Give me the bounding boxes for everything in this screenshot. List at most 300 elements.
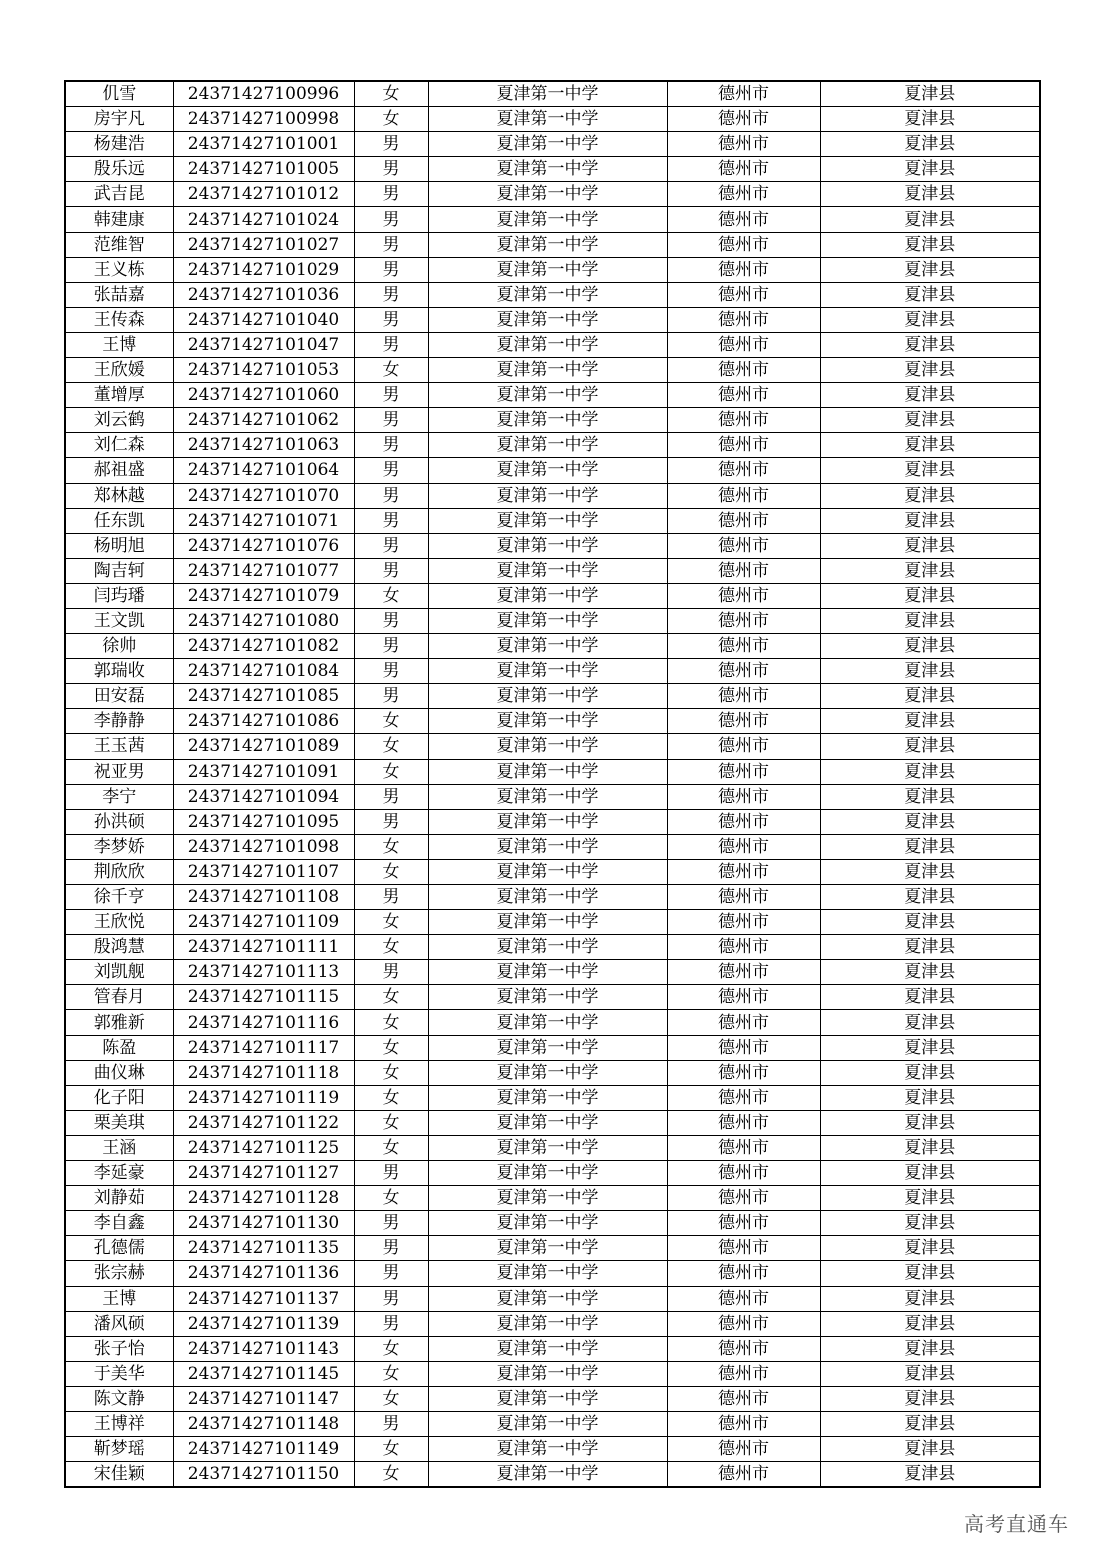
city-cell: 德州市 bbox=[667, 458, 820, 483]
school-cell: 夏津第一中学 bbox=[428, 1286, 667, 1311]
name-cell: 刘凯舰 bbox=[65, 960, 173, 985]
gender-cell: 男 bbox=[354, 608, 428, 633]
name-cell: 韩建康 bbox=[65, 207, 173, 232]
school-cell: 夏津第一中学 bbox=[428, 282, 667, 307]
county-cell: 夏津县 bbox=[820, 207, 1040, 232]
school-cell: 夏津第一中学 bbox=[428, 1035, 667, 1060]
exam-id-cell: 24371427101127 bbox=[173, 1161, 354, 1186]
gender-cell: 女 bbox=[354, 910, 428, 935]
exam-id-cell: 24371427101040 bbox=[173, 307, 354, 332]
exam-id-cell: 24371427101128 bbox=[173, 1186, 354, 1211]
table-row bbox=[65, 759, 1040, 784]
school-cell: 夏津第一中学 bbox=[428, 408, 667, 433]
county-cell: 夏津县 bbox=[820, 558, 1040, 583]
exam-id-cell: 24371427101071 bbox=[173, 508, 354, 533]
city-cell: 德州市 bbox=[667, 859, 820, 884]
exam-id-cell: 24371427101095 bbox=[173, 809, 354, 834]
exam-id-cell: 24371427101149 bbox=[173, 1437, 354, 1462]
county-cell: 夏津县 bbox=[820, 1085, 1040, 1110]
county-cell: 夏津县 bbox=[820, 684, 1040, 709]
exam-id-cell: 24371427101137 bbox=[173, 1286, 354, 1311]
table-row bbox=[65, 1035, 1040, 1060]
city-cell: 德州市 bbox=[667, 533, 820, 558]
gender-cell: 男 bbox=[354, 659, 428, 684]
city-cell: 德州市 bbox=[667, 1437, 820, 1462]
name-cell: 李静静 bbox=[65, 709, 173, 734]
table-row bbox=[65, 734, 1040, 759]
county-cell: 夏津县 bbox=[820, 358, 1040, 383]
gender-cell: 女 bbox=[354, 759, 428, 784]
exam-id-cell: 24371427101091 bbox=[173, 759, 354, 784]
county-cell: 夏津县 bbox=[820, 935, 1040, 960]
county-cell: 夏津县 bbox=[820, 784, 1040, 809]
gender-cell: 女 bbox=[354, 358, 428, 383]
school-cell: 夏津第一中学 bbox=[428, 910, 667, 935]
county-cell: 夏津县 bbox=[820, 759, 1040, 784]
county-cell: 夏津县 bbox=[820, 433, 1040, 458]
city-cell: 德州市 bbox=[667, 1186, 820, 1211]
city-cell: 德州市 bbox=[667, 1110, 820, 1135]
school-cell: 夏津第一中学 bbox=[428, 307, 667, 332]
county-cell: 夏津县 bbox=[820, 634, 1040, 659]
exam-id-cell: 24371427101147 bbox=[173, 1386, 354, 1411]
name-cell: 闫玙璠 bbox=[65, 583, 173, 608]
county-cell: 夏津县 bbox=[820, 408, 1040, 433]
city-cell: 德州市 bbox=[667, 282, 820, 307]
county-cell: 夏津县 bbox=[820, 1135, 1040, 1160]
table-row bbox=[65, 985, 1040, 1010]
name-cell: 刘云鹤 bbox=[65, 408, 173, 433]
gender-cell: 男 bbox=[354, 307, 428, 332]
exam-id-cell: 24371427101116 bbox=[173, 1010, 354, 1035]
gender-cell: 男 bbox=[354, 684, 428, 709]
gender-cell: 男 bbox=[354, 458, 428, 483]
gender-cell: 女 bbox=[354, 985, 428, 1010]
table-row bbox=[65, 282, 1040, 307]
county-cell: 夏津县 bbox=[820, 1462, 1040, 1488]
name-cell: 陈盈 bbox=[65, 1035, 173, 1060]
county-cell: 夏津县 bbox=[820, 583, 1040, 608]
city-cell: 德州市 bbox=[667, 1035, 820, 1060]
county-cell: 夏津县 bbox=[820, 734, 1040, 759]
name-cell: 王欣媛 bbox=[65, 358, 173, 383]
exam-id-cell: 24371427101108 bbox=[173, 885, 354, 910]
table-row bbox=[65, 709, 1040, 734]
city-cell: 德州市 bbox=[667, 508, 820, 533]
gender-cell: 男 bbox=[354, 282, 428, 307]
gender-cell: 女 bbox=[354, 1135, 428, 1160]
school-cell: 夏津第一中学 bbox=[428, 358, 667, 383]
exam-id-cell: 24371427101036 bbox=[173, 282, 354, 307]
school-cell: 夏津第一中学 bbox=[428, 232, 667, 257]
exam-id-cell: 24371427101077 bbox=[173, 558, 354, 583]
gender-cell: 女 bbox=[354, 1336, 428, 1361]
exam-id-cell: 24371427101089 bbox=[173, 734, 354, 759]
school-cell: 夏津第一中学 bbox=[428, 1010, 667, 1035]
city-cell: 德州市 bbox=[667, 885, 820, 910]
gender-cell: 男 bbox=[354, 257, 428, 282]
city-cell: 德州市 bbox=[667, 1361, 820, 1386]
county-cell: 夏津县 bbox=[820, 1361, 1040, 1386]
county-cell: 夏津县 bbox=[820, 1386, 1040, 1411]
exam-id-cell: 24371427101148 bbox=[173, 1411, 354, 1436]
table-row bbox=[65, 107, 1040, 132]
city-cell: 德州市 bbox=[667, 1261, 820, 1286]
gender-cell: 女 bbox=[354, 1186, 428, 1211]
city-cell: 德州市 bbox=[667, 985, 820, 1010]
school-cell: 夏津第一中学 bbox=[428, 81, 667, 107]
table-row bbox=[65, 508, 1040, 533]
name-cell: 李梦娇 bbox=[65, 834, 173, 859]
school-cell: 夏津第一中学 bbox=[428, 960, 667, 985]
gender-cell: 女 bbox=[354, 1110, 428, 1135]
gender-cell: 男 bbox=[354, 182, 428, 207]
exam-id-cell: 24371427101130 bbox=[173, 1211, 354, 1236]
gender-cell: 男 bbox=[354, 885, 428, 910]
exam-id-cell: 24371427101094 bbox=[173, 784, 354, 809]
exam-id-cell: 24371427101111 bbox=[173, 935, 354, 960]
name-cell: 宋佳颖 bbox=[65, 1462, 173, 1488]
school-cell: 夏津第一中学 bbox=[428, 1135, 667, 1160]
county-cell: 夏津县 bbox=[820, 910, 1040, 935]
school-cell: 夏津第一中学 bbox=[428, 935, 667, 960]
county-cell: 夏津县 bbox=[820, 508, 1040, 533]
school-cell: 夏津第一中学 bbox=[428, 383, 667, 408]
city-cell: 德州市 bbox=[667, 659, 820, 684]
city-cell: 德州市 bbox=[667, 81, 820, 107]
county-cell: 夏津县 bbox=[820, 458, 1040, 483]
name-cell: 张宗赫 bbox=[65, 1261, 173, 1286]
table-row bbox=[65, 1085, 1040, 1110]
gender-cell: 男 bbox=[354, 1211, 428, 1236]
name-cell: 孔德儒 bbox=[65, 1236, 173, 1261]
city-cell: 德州市 bbox=[667, 784, 820, 809]
name-cell: 田安磊 bbox=[65, 684, 173, 709]
school-cell: 夏津第一中学 bbox=[428, 1060, 667, 1085]
table-row bbox=[65, 583, 1040, 608]
school-cell: 夏津第一中学 bbox=[428, 257, 667, 282]
gender-cell: 男 bbox=[354, 157, 428, 182]
name-cell: 管春月 bbox=[65, 985, 173, 1010]
exam-id-cell: 24371427101084 bbox=[173, 659, 354, 684]
exam-id-cell: 24371427101122 bbox=[173, 1110, 354, 1135]
gender-cell: 男 bbox=[354, 433, 428, 458]
table-row bbox=[65, 834, 1040, 859]
table-row bbox=[65, 358, 1040, 383]
exam-id-cell: 24371427101136 bbox=[173, 1261, 354, 1286]
name-cell: 刘仁森 bbox=[65, 433, 173, 458]
name-cell: 张喆嘉 bbox=[65, 282, 173, 307]
county-cell: 夏津县 bbox=[820, 307, 1040, 332]
city-cell: 德州市 bbox=[667, 232, 820, 257]
city-cell: 德州市 bbox=[667, 257, 820, 282]
school-cell: 夏津第一中学 bbox=[428, 709, 667, 734]
gender-cell: 女 bbox=[354, 1085, 428, 1110]
name-cell: 郭雅新 bbox=[65, 1010, 173, 1035]
city-cell: 德州市 bbox=[667, 910, 820, 935]
gender-cell: 女 bbox=[354, 734, 428, 759]
gender-cell: 女 bbox=[354, 1361, 428, 1386]
city-cell: 德州市 bbox=[667, 408, 820, 433]
school-cell: 夏津第一中学 bbox=[428, 558, 667, 583]
school-cell: 夏津第一中学 bbox=[428, 1186, 667, 1211]
city-cell: 德州市 bbox=[667, 1236, 820, 1261]
name-cell: 栗美琪 bbox=[65, 1110, 173, 1135]
gender-cell: 女 bbox=[354, 834, 428, 859]
gender-cell: 男 bbox=[354, 132, 428, 157]
name-cell: 杨建浩 bbox=[65, 132, 173, 157]
school-cell: 夏津第一中学 bbox=[428, 207, 667, 232]
school-cell: 夏津第一中学 bbox=[428, 1336, 667, 1361]
exam-id-cell: 24371427101047 bbox=[173, 332, 354, 357]
city-cell: 德州市 bbox=[667, 759, 820, 784]
exam-id-cell: 24371427101085 bbox=[173, 684, 354, 709]
school-cell: 夏津第一中学 bbox=[428, 634, 667, 659]
table-row bbox=[65, 182, 1040, 207]
name-cell: 王玉茜 bbox=[65, 734, 173, 759]
exam-id-cell: 24371427101086 bbox=[173, 709, 354, 734]
table-row bbox=[65, 1261, 1040, 1286]
school-cell: 夏津第一中学 bbox=[428, 1437, 667, 1462]
gender-cell: 男 bbox=[354, 508, 428, 533]
exam-id-cell: 24371427101107 bbox=[173, 859, 354, 884]
name-cell: 化子阳 bbox=[65, 1085, 173, 1110]
county-cell: 夏津县 bbox=[820, 1211, 1040, 1236]
county-cell: 夏津县 bbox=[820, 157, 1040, 182]
city-cell: 德州市 bbox=[667, 1010, 820, 1035]
gender-cell: 女 bbox=[354, 935, 428, 960]
gender-cell: 女 bbox=[354, 1035, 428, 1060]
table-row bbox=[65, 332, 1040, 357]
name-cell: 王欣悦 bbox=[65, 910, 173, 935]
table-body bbox=[65, 81, 1040, 1487]
table-row bbox=[65, 458, 1040, 483]
gender-cell: 女 bbox=[354, 1437, 428, 1462]
table-row bbox=[65, 257, 1040, 282]
name-cell: 孙洪硕 bbox=[65, 809, 173, 834]
city-cell: 德州市 bbox=[667, 1462, 820, 1488]
table-row bbox=[65, 1437, 1040, 1462]
gender-cell: 男 bbox=[354, 408, 428, 433]
exam-id-cell: 24371427101150 bbox=[173, 1462, 354, 1488]
county-cell: 夏津县 bbox=[820, 885, 1040, 910]
gender-cell: 男 bbox=[354, 1411, 428, 1436]
table-row bbox=[65, 885, 1040, 910]
gender-cell: 女 bbox=[354, 709, 428, 734]
school-cell: 夏津第一中学 bbox=[428, 684, 667, 709]
gender-cell: 女 bbox=[354, 859, 428, 884]
gender-cell: 女 bbox=[354, 1462, 428, 1488]
city-cell: 德州市 bbox=[667, 157, 820, 182]
table-row bbox=[65, 859, 1040, 884]
school-cell: 夏津第一中学 bbox=[428, 157, 667, 182]
city-cell: 德州市 bbox=[667, 483, 820, 508]
name-cell: 刘静茹 bbox=[65, 1186, 173, 1211]
student-list-table bbox=[64, 80, 1041, 1488]
gender-cell: 男 bbox=[354, 483, 428, 508]
name-cell: 范维智 bbox=[65, 232, 173, 257]
name-cell: 于美华 bbox=[65, 1361, 173, 1386]
county-cell: 夏津县 bbox=[820, 659, 1040, 684]
city-cell: 德州市 bbox=[667, 608, 820, 633]
school-cell: 夏津第一中学 bbox=[428, 1386, 667, 1411]
table-row bbox=[65, 1336, 1040, 1361]
table-row bbox=[65, 383, 1040, 408]
name-cell: 王传森 bbox=[65, 307, 173, 332]
county-cell: 夏津县 bbox=[820, 608, 1040, 633]
county-cell: 夏津县 bbox=[820, 107, 1040, 132]
exam-id-cell: 24371427101053 bbox=[173, 358, 354, 383]
gender-cell: 男 bbox=[354, 809, 428, 834]
city-cell: 德州市 bbox=[667, 709, 820, 734]
name-cell: 靳梦瑶 bbox=[65, 1437, 173, 1462]
city-cell: 德州市 bbox=[667, 583, 820, 608]
gender-cell: 男 bbox=[354, 332, 428, 357]
school-cell: 夏津第一中学 bbox=[428, 458, 667, 483]
exam-id-cell: 24371427101063 bbox=[173, 433, 354, 458]
exam-id-cell: 24371427101109 bbox=[173, 910, 354, 935]
table-row bbox=[65, 1186, 1040, 1211]
city-cell: 德州市 bbox=[667, 107, 820, 132]
gender-cell: 女 bbox=[354, 1010, 428, 1035]
table-row bbox=[65, 659, 1040, 684]
table-row bbox=[65, 132, 1040, 157]
gender-cell: 男 bbox=[354, 1311, 428, 1336]
school-cell: 夏津第一中学 bbox=[428, 784, 667, 809]
table-row bbox=[65, 634, 1040, 659]
city-cell: 德州市 bbox=[667, 332, 820, 357]
school-cell: 夏津第一中学 bbox=[428, 182, 667, 207]
exam-id-cell: 24371427101118 bbox=[173, 1060, 354, 1085]
name-cell: 王博祥 bbox=[65, 1411, 173, 1436]
county-cell: 夏津县 bbox=[820, 1411, 1040, 1436]
city-cell: 德州市 bbox=[667, 358, 820, 383]
exam-id-cell: 24371427100996 bbox=[173, 81, 354, 107]
name-cell: 郝祖盛 bbox=[65, 458, 173, 483]
table-row bbox=[65, 408, 1040, 433]
county-cell: 夏津县 bbox=[820, 1186, 1040, 1211]
name-cell: 荆欣欣 bbox=[65, 859, 173, 884]
gender-cell: 男 bbox=[354, 1236, 428, 1261]
county-cell: 夏津县 bbox=[820, 960, 1040, 985]
name-cell: 曲仪琳 bbox=[65, 1060, 173, 1085]
exam-id-cell: 24371427101012 bbox=[173, 182, 354, 207]
county-cell: 夏津县 bbox=[820, 1286, 1040, 1311]
name-cell: 殷鸿慧 bbox=[65, 935, 173, 960]
city-cell: 德州市 bbox=[667, 809, 820, 834]
gender-cell: 男 bbox=[354, 383, 428, 408]
city-cell: 德州市 bbox=[667, 558, 820, 583]
table-row bbox=[65, 1411, 1040, 1436]
school-cell: 夏津第一中学 bbox=[428, 608, 667, 633]
gender-cell: 女 bbox=[354, 583, 428, 608]
county-cell: 夏津县 bbox=[820, 81, 1040, 107]
school-cell: 夏津第一中学 bbox=[428, 659, 667, 684]
exam-id-cell: 24371427101060 bbox=[173, 383, 354, 408]
name-cell: 王博 bbox=[65, 332, 173, 357]
table-row bbox=[65, 1110, 1040, 1135]
table-row bbox=[65, 433, 1040, 458]
exam-id-cell: 24371427101135 bbox=[173, 1236, 354, 1261]
exam-id-cell: 24371427101082 bbox=[173, 634, 354, 659]
county-cell: 夏津县 bbox=[820, 282, 1040, 307]
exam-id-cell: 24371427101145 bbox=[173, 1361, 354, 1386]
gender-cell: 女 bbox=[354, 1386, 428, 1411]
gender-cell: 女 bbox=[354, 81, 428, 107]
city-cell: 德州市 bbox=[667, 207, 820, 232]
school-cell: 夏津第一中学 bbox=[428, 1236, 667, 1261]
county-cell: 夏津县 bbox=[820, 132, 1040, 157]
exam-id-cell: 24371427101024 bbox=[173, 207, 354, 232]
exam-id-cell: 24371427101119 bbox=[173, 1085, 354, 1110]
city-cell: 德州市 bbox=[667, 1161, 820, 1186]
school-cell: 夏津第一中学 bbox=[428, 809, 667, 834]
school-cell: 夏津第一中学 bbox=[428, 1411, 667, 1436]
county-cell: 夏津县 bbox=[820, 533, 1040, 558]
school-cell: 夏津第一中学 bbox=[428, 1361, 667, 1386]
name-cell: 张子怡 bbox=[65, 1336, 173, 1361]
table-row bbox=[65, 784, 1040, 809]
city-cell: 德州市 bbox=[667, 1085, 820, 1110]
exam-id-cell: 24371427101098 bbox=[173, 834, 354, 859]
table-row bbox=[65, 533, 1040, 558]
school-cell: 夏津第一中学 bbox=[428, 834, 667, 859]
gender-cell: 男 bbox=[354, 1286, 428, 1311]
name-cell: 李自鑫 bbox=[65, 1211, 173, 1236]
table-row bbox=[65, 1010, 1040, 1035]
city-cell: 德州市 bbox=[667, 684, 820, 709]
school-cell: 夏津第一中学 bbox=[428, 1161, 667, 1186]
table-row bbox=[65, 232, 1040, 257]
table-row bbox=[65, 1286, 1040, 1311]
city-cell: 德州市 bbox=[667, 1286, 820, 1311]
county-cell: 夏津县 bbox=[820, 709, 1040, 734]
table-row bbox=[65, 207, 1040, 232]
gender-cell: 男 bbox=[354, 784, 428, 809]
name-cell: 潘风硕 bbox=[65, 1311, 173, 1336]
school-cell: 夏津第一中学 bbox=[428, 734, 667, 759]
county-cell: 夏津县 bbox=[820, 232, 1040, 257]
school-cell: 夏津第一中学 bbox=[428, 508, 667, 533]
school-cell: 夏津第一中学 bbox=[428, 1311, 667, 1336]
city-cell: 德州市 bbox=[667, 734, 820, 759]
exam-id-cell: 24371427100998 bbox=[173, 107, 354, 132]
city-cell: 德州市 bbox=[667, 935, 820, 960]
gender-cell: 男 bbox=[354, 533, 428, 558]
name-cell: 房宇凡 bbox=[65, 107, 173, 132]
county-cell: 夏津县 bbox=[820, 383, 1040, 408]
county-cell: 夏津县 bbox=[820, 1261, 1040, 1286]
name-cell: 徐帅 bbox=[65, 634, 173, 659]
county-cell: 夏津县 bbox=[820, 182, 1040, 207]
gender-cell: 男 bbox=[354, 1161, 428, 1186]
gender-cell: 男 bbox=[354, 1261, 428, 1286]
table-row bbox=[65, 1135, 1040, 1160]
exam-id-cell: 24371427101064 bbox=[173, 458, 354, 483]
city-cell: 德州市 bbox=[667, 634, 820, 659]
school-cell: 夏津第一中学 bbox=[428, 332, 667, 357]
name-cell: 王涵 bbox=[65, 1135, 173, 1160]
school-cell: 夏津第一中学 bbox=[428, 859, 667, 884]
city-cell: 德州市 bbox=[667, 1386, 820, 1411]
county-cell: 夏津县 bbox=[820, 1437, 1040, 1462]
exam-id-cell: 24371427101001 bbox=[173, 132, 354, 157]
table-row bbox=[65, 1311, 1040, 1336]
name-cell: 祝亚男 bbox=[65, 759, 173, 784]
county-cell: 夏津县 bbox=[820, 1035, 1040, 1060]
table-row bbox=[65, 1211, 1040, 1236]
gender-cell: 男 bbox=[354, 232, 428, 257]
